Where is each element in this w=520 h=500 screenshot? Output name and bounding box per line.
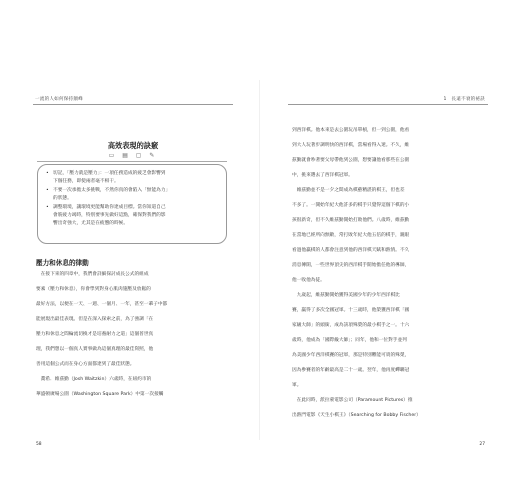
body-line: 茲勤就會吵著要父母帶他到公園，想要讓他看那些在公園 (292, 158, 410, 163)
tips-box-rule (37, 161, 227, 162)
body-line: 因為參賽者的年齡最高是二十一歲。翌年，他再度蟬聯冠 (292, 368, 410, 373)
body-line: 出熱門電影《天生小棋王》（Searching for Bobby Fischer） (292, 413, 421, 418)
body-line: 家級大師」的頭銜，成為該項殊榮的最小棋手之一。十六 (292, 323, 410, 328)
tips-icons (33, 152, 233, 159)
page-number-right: 27 (479, 442, 485, 447)
body-line: 到西洋棋。他本來是去公園玩吊單槓，但一到公園，他看 (292, 128, 410, 133)
body-line: 歲時，他成為「國際級大師」；同年，他和一位對手並列 (292, 338, 407, 343)
right-page (260, 0, 520, 500)
header-rule-left (33, 104, 233, 105)
body-line: 最好方法，以便在一天、一週、一個月、一年，甚至一輩子中都 (36, 302, 168, 307)
page-number-left: 58 (36, 442, 42, 447)
body-line: 維茲勤並不是一夕之間成為棋藝精湛的棋王，但也差 (292, 188, 405, 193)
body-line: 看過他贏棋的人都會注意到他的西洋棋天賦和熱情。不久 (292, 248, 410, 253)
body-line: 理，我們想以一個真人實事做為這個真理的最佳寫照，他 (36, 347, 154, 352)
notes-icon: ▢ (135, 152, 145, 159)
body-line: 到大人玩著步調明快的西洋棋，當場看得入迷。不久，維 (292, 143, 410, 148)
body-line: 在此同時，派拉蒙電影公司（Paramount Pictures）推 (292, 398, 413, 403)
bullet-icon: • (46, 187, 49, 193)
body-line: 孩很新奇，但不久維茲勤開始打敗他們。八歲時，維茲勤 (292, 218, 410, 223)
body-line: 他一收他為徒。 (292, 278, 325, 283)
body-line: 消息傳開，一些世界頂尖的西洋棋手開始擔任他的導師， (292, 263, 410, 268)
body-line: 賽，贏得了多次全國冠軍。十三歲時，他榮獲西洋棋「國 (292, 308, 410, 313)
body-line: 要素（壓力和休息），你會學到對身心肌肉施壓及放鬆的 (36, 287, 151, 292)
header-rule-right (288, 104, 488, 105)
tip-line: 的狀態。 (53, 196, 72, 202)
body-line: 為美國少年西洋棋賽的冠軍，那是特別難能可貴的殊榮， (292, 353, 410, 358)
body-line: 善用這個公式而在身心方面都達到了最佳狀態。 (36, 362, 135, 367)
laptop-icon: ▭ (108, 152, 118, 159)
tip-line: 響出奇強大，尤其是在疲憊的時候。 (53, 221, 129, 227)
body-line: 喬希．維茲勤（Josh Waitzkin）六歲時，在紐約市的 (36, 377, 152, 382)
running-head-right: 1 長遠不衰的祕訣 (443, 97, 485, 102)
tips-box (37, 164, 227, 244)
body-line: 軍。 (292, 383, 302, 388)
tip-line: 會筋疲力竭時，特別要事先做好這點，確保對我們的影 (53, 213, 166, 219)
running-head-left: 一流的人如何保持顛峰 (35, 97, 83, 102)
body-line: 在接下來的四章中，我們會詳細探討成長公式的組成 (36, 272, 149, 277)
section-heading: 壓力和休息的律動 (36, 259, 89, 267)
body-line: 能展現出最佳表現。但是在深入探索之前，為了強調「在 (36, 317, 154, 322)
body-line: 壓力和休息之間輪流切換才是培養耐力之道」這個普世真 (36, 332, 154, 337)
bullet-icon: • (46, 171, 49, 176)
body-line: 不多了。一開始年紀大他許多的棋手只覺得這個下棋的小 (292, 203, 410, 208)
tip-line: • 不要一次承擔太多挑戰，不然你真的會陷入「無能為力」 (46, 187, 218, 195)
body-line: 九歲起，維茲勤開始獲得美國少年的少年西洋棋比 (292, 293, 400, 298)
body-line: 在當地已經所向無敵，常打敗年紀大他五倍的棋手，親眼 (292, 233, 410, 238)
body-line: 華盛頓廣場公園（Washington Square Park）中第一次接觸 (36, 392, 164, 397)
tips-box-title: 高效表現的訣竅 (107, 141, 159, 150)
body-line: 中，挑來選去了西洋棋冠軍。 (292, 173, 353, 178)
pen-icon: ✎ (149, 152, 158, 159)
books-icon: ▤ (122, 152, 131, 159)
tip-line: • 切記，「壓力就是壓力」：一項任務造成的疲乏會影響到 (46, 170, 218, 178)
bullet-icon: • (46, 204, 49, 210)
tip-line: 下個任務，即使兩者毫不相干。 (53, 179, 119, 185)
tip-line: • 調整環境，讓環境更能幫助你達成目標。當你知道自己 (46, 204, 218, 212)
